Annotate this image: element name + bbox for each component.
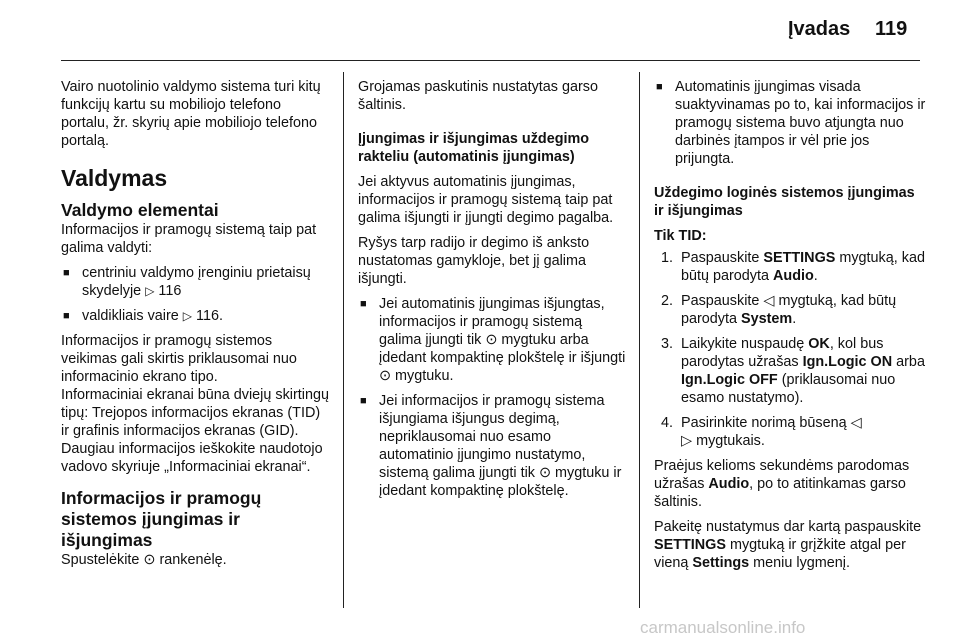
list-item: ■ centriniu valdymo įrenginiu prietaisų skydelyje ▷ 116 [63, 264, 329, 300]
column-divider-2 [639, 72, 640, 608]
page-reference-icon: ▷ [145, 284, 155, 298]
column-1 [61, 78, 329, 576]
page-reference-icon: ▷ [182, 309, 193, 323]
heading-ignition-auto: Įjungimas ir išjungimas uždegimo rakteliu (automatinis įjungimas) [358, 131, 590, 165]
heading-ignition-logic: Uždegimo loginės sistemos įjungimas ir išjungimas [654, 185, 915, 219]
list-item: ■ valdikliais vaire ▷ 116. [63, 307, 329, 325]
heading-valdymas: Valdymas [61, 165, 168, 191]
steps-list [654, 249, 928, 450]
control-list [61, 264, 329, 325]
column-2 [358, 78, 626, 507]
header-divider [61, 60, 920, 61]
paragraph-last-source: Grojamas paskutinis nustatytas garso šaltinis. [358, 79, 598, 113]
paragraph-display-types: Informacijos ir pramogų sistemos veikimas gali skirtis priklausomai nuo informacinio ekrano tipo. [61, 333, 297, 385]
step-item: 2. Paspauskite ◁ mygtuką, kad būtų parodyta System. [661, 293, 897, 327]
paragraph-auto-on: Jei aktyvus automatinis įjungimas, informacijos ir pramogų sistemą taip pat galima išjungti ir įjungti degimo pagalba. [358, 174, 614, 226]
paragraph-press-knob: Spustelėkite ⊙ rankenėlę. [61, 552, 227, 568]
step-item: 3. Laikykite nuspaudę OK, kol bus parodytas užrašas Ign.Logic ON arba Ign.Logic OFF (priklausomai nuo esamo nustatymo). [661, 336, 925, 406]
list-item: ■ Automatinis įjungimas visada suaktyvinamas po to, kai informacijos ir pramogų sistema buvo atjungta nuo darbinės įtampos ir vėl prie jos prijungta. [656, 78, 928, 168]
step-item: 1. Paspauskite SETTINGS mygtuką, kad būtų parodyta Audio. [661, 250, 925, 284]
arrow-left-icon: ◁ [763, 293, 775, 309]
paragraph-return-settings: Pakeitę nustatymus dar kartą paspauskite SETTINGS mygtuką ir grįžkite atgal per vieną Settings meniu lygmenį. [654, 519, 922, 571]
page-number: 119 [875, 18, 908, 40]
intro-paragraph: Vairo nuotolinio valdymo sistema turi kitų funkcijų kartu su mobiliojo telefono portalu, žr. skyrių apie mobiliojo telefono portalą. [61, 79, 321, 149]
page-reference: 116 [158, 283, 182, 299]
list-item: ■ Jei automatinis įjungimas išjungtas, informacijos ir pramogų sistemą galima įjungti tik ⊙ mygtuku arba įdedant kompaktinę plokštelę ir išjungti ⊙ mygtuku. [360, 295, 626, 385]
section-title: Įvadas [788, 18, 851, 40]
paragraph-factory-preset: Ryšys tarp radijo ir degimo iš anksto nustatomas gamykloje, bet jį galima išjungti. [358, 235, 590, 287]
tid-only-label: Tik TID: [654, 228, 707, 244]
column-divider-1 [343, 72, 344, 608]
heading-power-on-off: Informacijos ir pramogų sistemos įjungimas ir išjungimas [61, 488, 262, 550]
paragraph-display-info: Informaciniai ekranai būna dviejų skirtingų tipų: Trejopos informacijos ekranas (TID) ir grafinis informacijos ekranas (GID). Daugiau informacijos ieškokite naudotojo vadovo skyriuje „Informaciniai ekranai“. [61, 387, 329, 475]
auto-on-note-list [654, 78, 928, 168]
paragraph-control-intro: Informacijos ir pramogų sistemą taip pat galima valdyti: [61, 222, 317, 256]
arrow-left-icon: ◁ [850, 415, 862, 431]
auto-on-list [358, 295, 626, 500]
step-item: 4. Pasirinkite norimą būseną ◁ ▷ mygtukais. [661, 415, 862, 449]
list-item: ■ Jei informacijos ir pramogų sistema išjungiama išjungus degimą, nepriklausomai nuo esamo automatinio įjungimo nustatymo, sistemą galima įjungti tik ⊙ mygtuku ir įdedant kompaktinę plokštelę. [360, 392, 626, 500]
heading-valdymo-elementai: Valdymo elementai [61, 200, 219, 220]
paragraph-audio-shown: Praėjus kelioms sekundėms parodomas užrašas Audio, po to atitinkamas garso šaltinis. [654, 458, 910, 510]
column-3 [654, 78, 928, 579]
arrow-right-icon: ▷ [681, 433, 693, 449]
watermark: carmanualsonline.info [640, 618, 806, 637]
settings-button-label: SETTINGS [763, 250, 836, 266]
page-reference: 116. [196, 308, 223, 324]
